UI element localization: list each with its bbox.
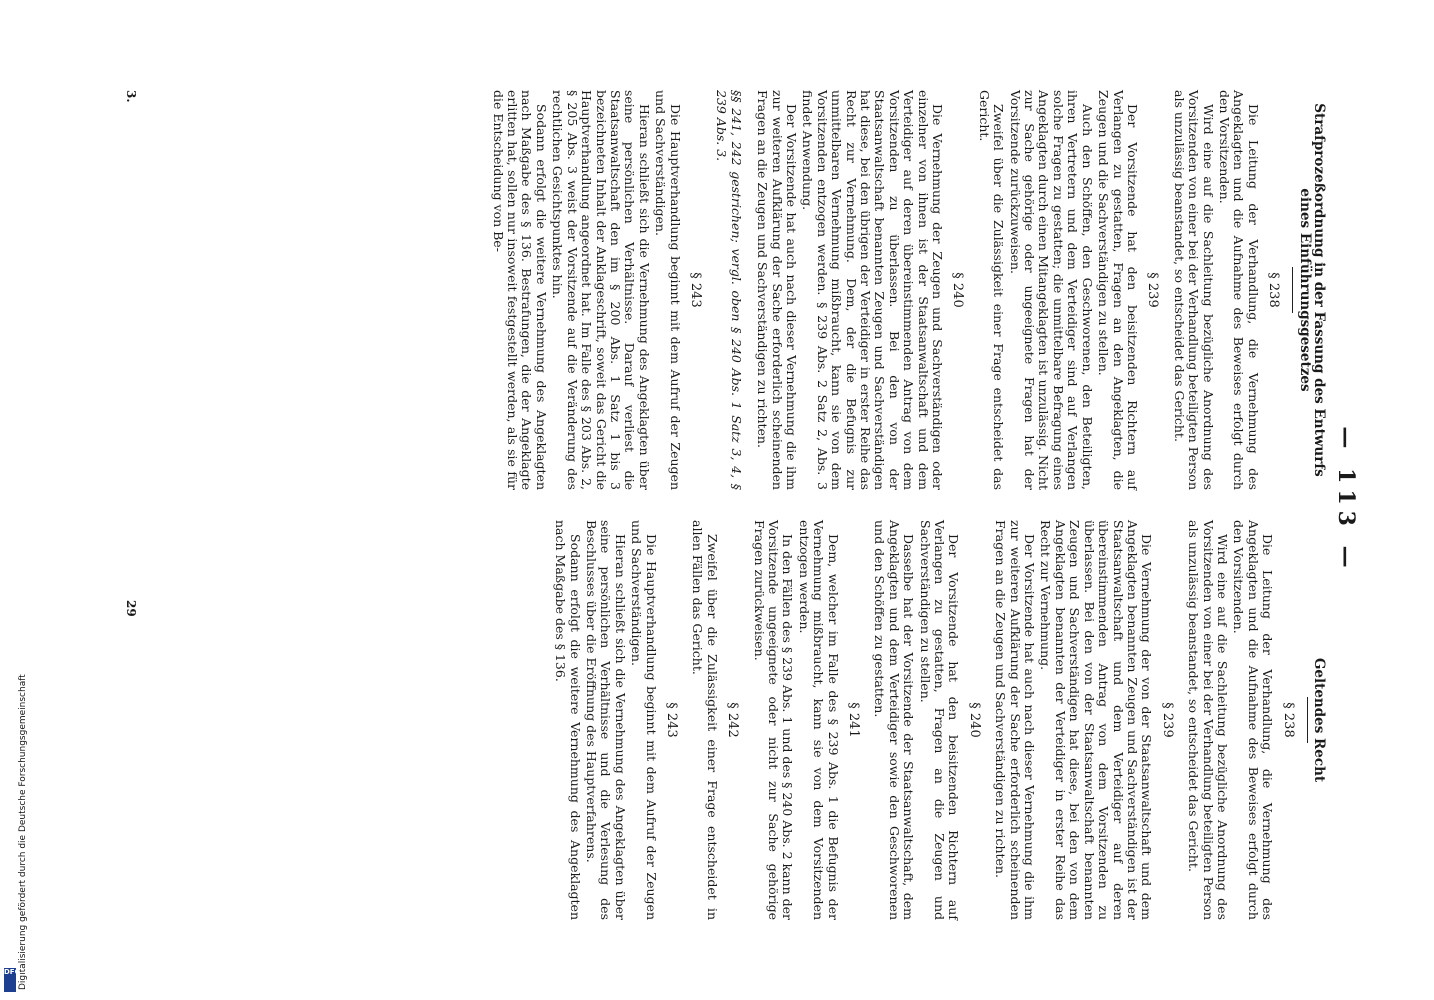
paragraph: Dem, welcher im Falle des § 239 Abs. 1 die Befugnis der Vernehmung mißbraucht, kann sie von dem Vorsitzenden entzogen werden. — [796, 520, 841, 920]
paragraph: Der Vorsitzende hat auch nach dieser Vernehmung die ihm zur weiteren Aufklärung der Sache erforderlich scheinenden Fragen an die Zeugen und Sachverständigen zu richten. — [993, 520, 1038, 920]
right-title-rule — [1307, 697, 1308, 743]
section-heading: § 241 — [846, 702, 862, 738]
digitization-credit-text: Digitalisierung gefördert durch die Deutsche Forschungsgemeinschaft — [18, 674, 28, 990]
section-heading: § 238 — [1280, 702, 1296, 738]
paragraph: Wird eine auf die Sachleitung bezügliche Anordnung des Vorsitzenden von einer bei der Verhandlung beteiligten Person als unzulässig beanstandet, so entscheidet das Gericht. — [1186, 520, 1230, 920]
page-number: — 113 — — [1333, 426, 1359, 574]
section-heading: § 239 — [1145, 272, 1161, 308]
right-column-title: Geltendes Recht — [1311, 657, 1327, 783]
paragraph: Die Leitung der Verhandlung, die Vernehmung des Angeklagten und die Aufnahme des Beweises erfolgt durch den Vorsitzenden. — [1231, 520, 1276, 920]
paragraph: Auch den Schöffen, den Geschworenen, den Beteiligten, ihren Vertretern und dem Verteidiger sind auf Verlangen solche Fragen zu gestatten; die unmittelbare Befragung eines Angeklagten durch einen Mitangeklagten ist unzulässig. Nicht zur Sache gehörige oder ungeeignete Fragen hat der Vorsitzende zurückzuweisen. — [1007, 90, 1095, 490]
paragraph: In den Fällen des § 239 Abs. 1 und des § 240 Abs. 2 kann der Vorsitzende ungeeignete oder nicht zur Sache gehörige Fragen zurückweisen. — [751, 520, 796, 920]
right-column-body — [553, 520, 1295, 920]
paragraph: Die Hauptverhandlung beginnt mit dem Aufruf der Zeugen und Sachverständigen. — [653, 90, 683, 490]
left-column-body — [490, 90, 1280, 490]
section-heading: § 240 — [950, 272, 966, 308]
paragraph: Die Vernehmung der von der Staatsanwaltschaft und dem Angeklagten benannten Zeugen und Sachverständigen ist der Staatsanwaltschaft und dem Verteidiger auf deren übereinstimmenden Antrag von dem Vorsitzenden zu überlassen. Bei den von der Staatsanwaltschaft benannten Zeugen und Sachverständigen hat diese, bei den von dem Angeklagten benannten der Verteidiger in erster Reihe das Recht zur Vernehmung. — [1038, 520, 1155, 920]
paragraph: Der Vorsitzende hat auch nach dieser Vernehmung die ihm zur weiteren Aufklärung der Sache erforderlich scheinenden Fragen an die Zeugen und Sachverständigen zu richten. — [755, 90, 799, 490]
left-signature-mark: 3. — [124, 90, 138, 103]
paragraph: Der Vorsitzende hat den beisitzenden Richtern auf Verlangen zu gestatten, Fragen an den Angeklagten, die Zeugen und die Sachverständigen zu stellen. — [1096, 90, 1140, 490]
paragraph: Hieran schließt sich die Vernehmung des Angeklagten über seine persönlichen Verhältnisse. Darauf verliest die Staatsanwaltschaft den im § 200 Abs. 1 Satz 1 bis 3 bezeichneten Inhalt der Anklageschrift, soweit das Gericht die Hauptverhandlung angeordnet hat. Im Falle des § 203 Abs. 2, § 205 Abs. 3 weist der Vorsitzende auf die Veränderung des rechtlichen Gesichtspunktes hin. — [550, 90, 652, 490]
section-heading: § 242 — [725, 702, 741, 738]
paragraph: Sodann erfolgt die weitere Vernehmung des Angeklagten nach Maßgabe des § 136. — [553, 520, 583, 920]
dfg-logo-text: DFG — [4, 968, 21, 976]
paragraph: Zweifel über die Zulässigkeit einer Frage entscheidet in allen Fällen das Gericht. — [690, 520, 720, 920]
right-signature-mark: 29 — [124, 600, 138, 617]
paragraph: Die Vernehmung der Zeugen und Sachverständigen oder einzelner von ihnen ist der Staatsanwaltschaft und dem Verteidiger auf deren übereinstimmenden Antrag von dem Vorsitzenden zu überlassen. Bei den von der Staatsanwaltschaft benannten Zeugen und Sachverständigen hat diese, bei den übrigen der Verteidiger in erster Reihe das Recht zur Vernehmung. Dem, der die Befugnis zur unmittelbaren Vernehmung mißbraucht, kann sie von dem Vorsitzenden entzogen werden. § 239 Abs. 2 Satz 2, Abs. 3 findet Anwendung. — [800, 90, 946, 490]
section-heading: § 238 — [1266, 272, 1282, 308]
paragraph: Zweifel über die Zulässigkeit einer Frage entscheidet das Gericht. — [976, 90, 1007, 490]
section-heading: § 243 — [663, 702, 679, 738]
editorial-note: §§ 241, 242 gestrichen; vergl. oben § 240 Abs. 1 Satz 3, 4, § 239 Abs. 3. — [714, 90, 744, 490]
paragraph: Dasselbe hat der Vorsitzende der Staatsanwaltschaft, dem Angeklagten und dem Verteidiger sowie den Geschworenen und den Schöffen zu gestatten. — [872, 520, 917, 920]
left-column-title: Strafprozeßordnung in der Fassung des Entwurfs eines Einführungsgesetzes — [1296, 103, 1327, 477]
section-heading: § 240 — [966, 702, 982, 738]
left-column — [488, 90, 1326, 490]
paragraph: Hieran schließt sich die Vernehmung des Angeklagten über seine persönlichen Verhältnisse und die Verlesung des Beschlusses über die Eröffnung des Hauptverfahrens. — [583, 520, 628, 920]
section-heading: § 239 — [1159, 702, 1175, 738]
section-heading: § 243 — [687, 272, 703, 308]
paragraph: Der Vorsitzende hat den beisitzenden Richtern auf Verlangen zu gestatten, Fragen an die Zeugen und Sachverständigen zu stellen. — [917, 520, 962, 920]
left-title-rule — [1292, 267, 1293, 313]
dfg-logo — [4, 968, 21, 992]
right-column — [551, 520, 1326, 920]
paragraph: Wird eine auf die Sachleitung bezügliche Anordnung des Vorsitzenden von einer bei der Verhandlung beteiligten Person als unzulässig beanstandet, so entscheidet das Gericht. — [1171, 90, 1216, 490]
paragraph: Die Leitung der Verhandlung, die Vernehmung des Angeklagten und die Aufnahme des Beweises erfolgt durch den Vorsitzenden. — [1216, 90, 1261, 490]
paragraph: Die Hauptverhandlung beginnt mit dem Aufruf der Zeugen und Sachverständigen. — [629, 520, 659, 920]
digitization-credit — [2, 600, 28, 990]
paragraph: Sodann erfolgt die weitere Vernehmung des Angeklagten nach Maßgabe des § 136. Bestrafungen, die der Angeklagte erlitten hat, sollen nur insoweit festgestellt werden, als sie für die Entscheidung von Be- — [490, 90, 549, 490]
